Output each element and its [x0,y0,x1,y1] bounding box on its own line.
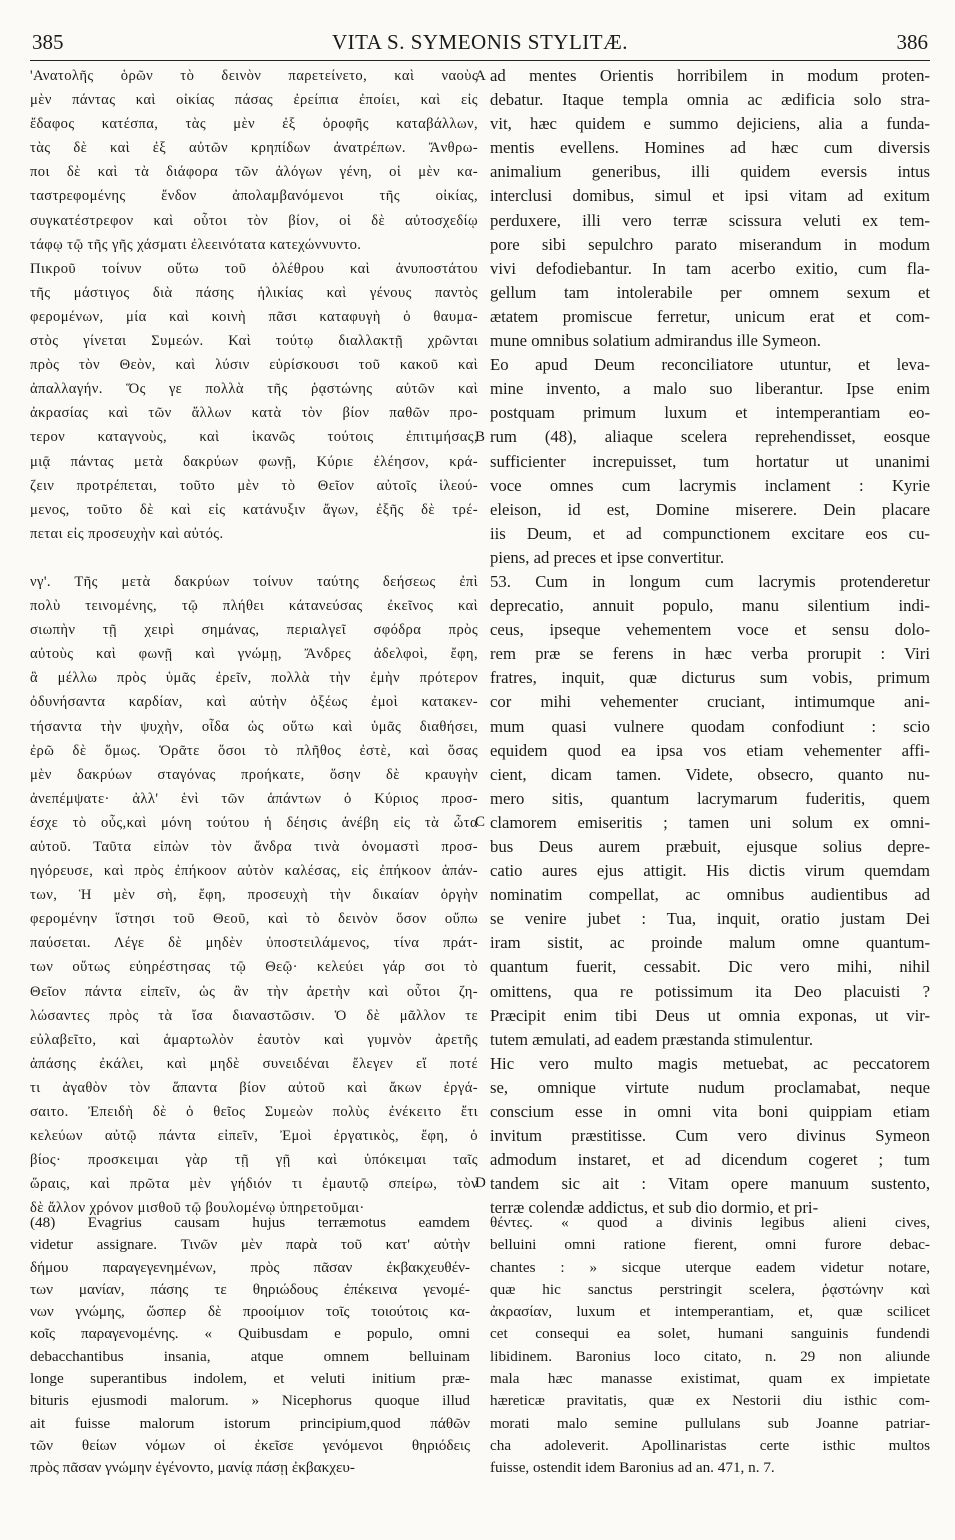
footnote-line: τῶν θείων νόμων οἱ ἐκεῖσε γενόμενοι θηριόδεις [30,1436,470,1454]
latin-text-line: se venire jubet : Tua, inquit, oratio justam Dei [490,909,930,929]
latin-text-line: pore sibi sepulchro parato miserandum in modum [490,234,930,254]
greek-text-line: ὥραις, καὶ πρῶτα μὲν γήδιόν τι ἐμαυτῷ σπείρω, τὸν [30,1176,478,1193]
greek-text-line: τερον καταγνοὺς, καὶ ἱκανῶς τούτοις ἐπιτιμήσας, [30,429,478,446]
footnote-line: hæreticæ pravitatis, quæ ex Nestorii diu isthic com- [490,1392,930,1410]
greek-text-line: εὐλαβεῖτο, καὶ ἁμαρτωλὸν ἑαυτὸν καὶ γυμνὸν ἀρετῆς [30,1031,478,1048]
latin-text-line: cient, dicam tamen. Videte, obsecro, quanto nu- [490,764,930,784]
greek-text-line: στὸς γίνεται Συμεών. Καὶ τούτῳ διαλλακτῇ χρῶνται [30,333,478,350]
page-header [30,24,930,61]
greek-text-line: των οὕτως εὐηρέστησας τῷ Θεῷ· κελεύει γάρ σοι τὸ [30,959,478,976]
greek-text-line: σαιτο. Ἐπειδὴ δὲ ὁ θεῖος Συμεὼν πολὺς ἐνέκειτο ἔτι [30,1104,478,1121]
latin-text-line: admodum instaret, et ad dicendum cogeret ; tum [490,1150,930,1170]
latin-text-line: vivi defodiebantur. In tam acerbo exitio, cum fla- [490,258,930,278]
footnote-left-column [30,1212,470,1480]
latin-text-line: postquam primum luxum et intemperantiam eo- [490,403,930,423]
latin-text-line: clamorem emiseritis ; tamen uni solum ex omni- [490,812,930,832]
marker-a: A [475,68,486,84]
greek-text-line [30,546,478,570]
latin-text-line: terræ colendæ addictus, et sub dio dormio, et pri- [490,1198,819,1218]
latin-text-line: conscium esse in omni vita boni quippiam etiam [490,1102,930,1122]
latin-text-line: ætatem promiscue ferretur, unicum erat et com- [490,306,930,326]
greek-text-line: Πικροῦ τοίνυν οὕτω τοῦ ὀλέθρου καὶ ἀνυποστάτου [30,260,478,277]
latin-text-line: interclusi domibus, simul et ipsi vitam ad exitum [490,186,930,206]
greek-text-line: ἀνεπέμψατε· ἀλλ' ἑνὶ τῶν ἁπάντων ὁ Κύριος προσ- [30,790,478,807]
latin-text-line: mine invento, a malo suo liberantur. Ipse enim [490,379,930,399]
footnote-line: των μανίαν, πάσης τε θηριώδους ἐπέκεινα γενομέ- [30,1280,470,1298]
latin-text-line: equidem quod ea ipsa vos etiam vehementer affi- [490,740,930,760]
greek-text-line: ζειν προτρέπεται, τοῦτο μὲν τὸ Θεῖον αὐτοῖς ἱλεού- [30,477,478,494]
footnote-line: videtur assignare. Τινῶν μὲν παρὰ τοῦ κατ' αὐτὴν [30,1236,470,1254]
footnote-line: debacchantibus insania, atque omnem belluinam [30,1347,470,1365]
latin-text-line: animalium generibus, illi quidem eversis intus [490,162,930,182]
footnote-line: δήμου παραγεγενημένων, πρὸς πᾶσαν ἐκβακχευθέν- [30,1258,470,1276]
marker-c: C [475,814,486,830]
greek-text-line: ηγόρευσε, καὶ πρὸς ἐπήκοον αὐτὸν καλέσας, εἰς ἐπήκοον ἁπάν- [30,863,478,880]
footnote-right-column [490,1212,930,1480]
latin-text-line: Hic vero multo magis metuebat, ac peccatorem [490,1053,930,1073]
footnote-line: morati malo semine pullulans sub Joanne patriar- [490,1414,930,1432]
latin-text-line: mero sitis, quantum lacrymarum fuderitis, quem [490,788,930,808]
greek-text-line: ταστρεφομένης ἔνδον ἀπολαμβανόμενοι τῆς οἰκίας, [30,188,478,205]
footnote-line: ait fuisse malorum istorum principium,quod πάθῶν [30,1414,470,1432]
greek-text-line: τῆς μάστιγος διὰ πάσης ἡλικίας καὶ γένους παντὸς [30,284,478,301]
footnote-line: κοῖς παραγενομένης. « Quibusdam e populo, omni [30,1325,470,1343]
greek-text-line: αὐτοῦ. Ταῦτα εἰπὼν τὸν ἄνδρα τινὰ ὀνομαστὶ προσ- [30,839,478,855]
footnote-line: νων γνώμης, ὥσπερ δὲ προοίμιον τοῖς τοιούτοις κα- [30,1303,470,1321]
greek-text-line: τάφῳ τῷ τῆς γῆς χάσματι ἐλεεινότατα κατεχώννυντο. [30,236,362,253]
greek-text-line: ἔδαφος κατέσπα, τὰς μὲν ἐξ ὀροφῆς καταβάλλων, [30,116,478,133]
greek-text-line: ποι δὲ καὶ τὰ διάφορα τῶν ἀλόγων γένη, οἱ μὲν κα- [30,164,478,181]
greek-text-line: των, Ἡ μὲν σὴ, ἔφη, προσευχὴ τὴν δικαίαν ὀργὴν [30,887,478,904]
footnote-line: fuisse, ostendit idem Baronius ad an. 471, n. 7. [490,1459,775,1477]
greek-text-line: ἁπάσης ἐκάλει, καὶ μηδὲ συνειδέναι ἔλεγεν εἴ ποτέ [30,1055,478,1072]
greek-text-line: ἀκρασίας καὶ τῶν ἄλλων κατὰ τὸν βίον παθῶν προ- [30,405,478,422]
running-title: VITA S. SYMEONIS STYLITÆ. [331,30,629,54]
latin-text-line: mentis evellens. Homines ad hæc cum diversis [490,138,930,158]
left-page-number: 385 [32,30,64,54]
latin-text-line: cor mihi vehementer cruciant, intimumque ani- [490,692,930,712]
latin-text-line: 53. Cum in longum cum lacrymis protenderetur [490,571,930,591]
latin-text-line: rem præ se ferens in hæc verba prorupit : Viri [490,644,930,664]
greek-text-line: βίος· προσκειμαι γὰρ τῇ γῇ καὶ ὑπόκειμαι ταῖς [30,1152,478,1169]
latin-text-line: Præcipit enim tibi Deus ut omnia exponas, ut vir- [490,1005,930,1025]
latin-text-line: iram sistit, ac proinde malum omne quantum- [490,933,930,953]
greek-text-line: μὲν δακρύων σταγόνας προήκατε, ὅσην δὲ κραυγὴν [30,766,478,783]
greek-text-line: ἃ μέλλω πρὸς ὑμᾶς ἐρεῖν, πολλὰ τὴν ἐμὴν πρότερον [30,670,478,687]
footnote-line: (48) Evagrius causam hujus terræmotus eamdem [30,1214,470,1231]
latin-text-line: Eo apud Deum reconciliatore utuntur, et leva- [490,355,930,375]
latin-text-line: tandem sic ait : Vitam opere manuum sustento, [490,1174,930,1194]
latin-text-line: voce omnes cum lacrymis inclament : Kyrie [490,475,930,495]
greek-text-line: φερομένων, μία καὶ κοινὴ πᾶσι καταφυγὴ ὁ θαυμα- [30,308,478,325]
greek-text-line: λώσαντες πρὸς τὰ ἴσα διαναστῶσιν. Ὁ δὲ μᾶλλον τε [30,1007,478,1024]
greek-text-line: παύσεται. Λέγε δὲ μηδὲν ὑποστειλάμενος, τίνα πράτ- [30,935,478,952]
latin-text-line: iis Deum, et ad compunctionem excitare eos cu- [490,523,930,543]
greek-text-line: 'Ανατολῆς ὁρῶν τὸ δεινὸν παρετείνετο, καὶ ναοὺς [30,68,478,84]
footnote-line: longe superantibus indolem, et veluti initium præ- [30,1370,470,1388]
footnote-line: libidinem. Baronius loco citato, n. 29 non aliunde [490,1347,930,1365]
latin-text-line: mum quasi vulnere quodam confodiunt : scio [490,716,930,736]
latin-text-line: se, omnique virtute nudum proclamabat, neque [490,1077,930,1097]
latin-text-line: tutem æmulati, ad eadem præstanda stimulentur. [490,1029,814,1049]
marker-b: B [475,429,486,445]
latin-text-line: rum (48), aliaque scelera reprehendisset, eosque [490,427,930,447]
latin-text-line: perduxere, illi vero terræ scissura veluti ex tem- [490,210,930,230]
latin-text-line: sufficienter increpuisset, tum hortatur ut unanimi [490,451,930,471]
footnote-line: πρὸς πᾶσαν γνώμην ἐγένοντο, μανίᾳ πάσῃ ἐκβακχευ- [30,1459,355,1477]
greek-text-line: πρὸς τὸν Θεὸν, καὶ λύσιν εὑρίσκουσι τοῦ κακοῦ καὶ [30,357,478,374]
greek-text-line: συγκατέστρεφον καὶ οὗτοι τὸν βίον, οἱ δὲ αὐτοσχεδίῳ [30,212,478,229]
greek-text-line: φερομένην ἵστησι τοῦ Θεοῦ, καὶ τὸ δεινὸν ὅσον οὔπω [30,911,478,928]
latin-text-line: gellum tam intolerabile per omnem sexum et [490,282,930,302]
latin-text-line: fratres, inquit, quæ dicturus sum vobis, primum [490,668,930,688]
greek-text-line: τήσαντα τὴν ψυχὴν, οἶδα ὡς οὕτω καὶ ὑμᾶς διαθήσει, [30,718,478,735]
footnote-line: cha adoleverit. Apollinaristas certe isthic multos [490,1436,930,1454]
latin-text-line: omittens, qua re potissimum ita Deo placuisti ? [490,981,930,1001]
greek-text-line: νγ'. Τῆς μετὰ δακρύων τοίνυν ταύτης δεήσεως ἐπὶ [30,573,478,590]
latin-text-line: invitum præstitisse. Cum vero divinus Symeon [490,1126,930,1146]
greek-column [30,64,478,1221]
greek-text-line: τὰς δὲ καὶ ἐξ αὐτῶν κρηπίδων ἀνατρέπων. Ἄνθρω- [30,140,478,157]
greek-text-line: ἐρῶ δὲ ὅμως. Ὁρᾶτε ὅσοι τὸ πλῆθος ἐστὲ, καὶ ὅσας [30,742,478,759]
latin-text-line: quantum fuerit, cessabit. Dic vero mihi, nihil [490,957,930,977]
latin-text-line: ad mentes Orientis horribilem in modum proten- [490,66,930,85]
greek-text-line: αὐτοὺς καὶ φωνῇ καὶ γνώμῃ, Ἄνδρες ἀδελφοὶ, ἔφη, [30,646,478,663]
greek-text-line: ὀδυνήσαντα καρδίαν, καὶ αὐτὴν ὀξέως ἐμοὶ κατακεν- [30,694,478,711]
footnote-line: belluini omni ratione fierent, omni furore debac- [490,1236,930,1254]
greek-text-line: έσχε τὸ οὖς,καὶ μόνη τούτου ἡ δέησις ἀνέβη εἰς τὰ ὦτα [30,814,478,831]
footnote-line: cet consequi ea solet, humani sanguinis fundendi [490,1325,930,1343]
footnote-line: θέντες. « quod a divinis legibus alieni cives, [490,1214,930,1231]
greek-text-line: ἀπαλλαγήν. Ὅς γε πολλὰ τῆς ῥᾳστώνης αὐτῶν καὶ [30,381,478,398]
latin-text-line: debatur. Itaque templa omnia ac ædificia solo stra- [490,90,930,110]
footnote-line: ἀκρασίαν, luxum et intemperantiam, et, quæ scilicet [490,1303,930,1321]
greek-text-line: μιᾷ πάντας μετὰ δακρύων φωνῇ, Κύριε ἐλέησον, κρά- [30,453,478,470]
latin-text-line: catio aures ejus attigit. His dictis virum quemdam [490,861,930,881]
greek-text-line: μενος, τοῦτο δὲ καὶ εἰς κατάνυξιν ἄγων, ἐξῆς δὲ τρέ- [30,501,478,518]
latin-text-line: mune omnibus solatium admirandus ille Symeon. [490,331,821,351]
latin-column [490,64,930,1221]
latin-text-line: bus Deus aurem præbuit, ejusque solius depre- [490,837,930,856]
footnote-line: chantes : » sicque uterque eadem videtur notare, [490,1258,930,1276]
greek-text-line: κελεύων αὐτῷ πάντα εἰπεῖν, Ἐμοὶ ἐργατικὸς, ἔφη, ὁ [30,1128,478,1145]
right-page-number: 386 [896,30,928,54]
latin-text-line: eleison, id est, Domine miserere. Dein placare [490,499,930,519]
latin-text-line: deprecatio, annuit populo, manu silentium indi- [490,596,930,616]
latin-text-line: piens, ad preces et ipse convertitur. [490,547,725,567]
greek-text-line: σιωπὴν τῇ χειρὶ σημάνας, περιαλγεῖ σφόδρα πρὸς [30,622,478,639]
greek-text-line: πολὺ τεινομένης, τῷ πλήθει κάτανεύσας ἐκεῖνος καὶ [30,598,478,615]
greek-text-line: πεται εἰς προσευχὴν καὶ αὐτός. [30,525,224,542]
latin-text-line: vit, hæc quidem e summo dejiciens, alia a funda- [490,114,930,134]
marker-d: D [475,1175,486,1191]
footnote-line: bituris ejusmodi malorum. » Nicephorus quoque illud [30,1392,470,1410]
greek-text-line: μὲν πάντας καὶ οἰκίας πάσας ἐρείπια ἐποίει, καὶ εἰς [30,92,478,109]
footnote-line: quæ hic sanctus perstringit scelera, ῥᾳστώνην καὶ [490,1280,930,1298]
greek-text-line: Θεῖον πάντα εἰπεῖν, ὡς ἂν τὴν ἀρετὴν καὶ οὗτοι ζη- [30,983,478,1000]
greek-text-line: δὲ ἄλλον χρόνον μισθοῦ τῷ βουλομένῳ ὑπηρετοῦμαι· [30,1200,365,1217]
footnote-line: mala hæc manasse existimat, quam ex impietate [490,1370,930,1388]
greek-text-line: τι ἀγαθὸν τὸν ἅπαντα βίον αὐτοῦ καὶ ἄκων ἐργά- [30,1079,478,1096]
latin-text-line: nominatim compellat, ac omnibus audientibus ad [490,885,930,905]
latin-text-line: ceus, ipseque vehementem voce et sensu dolo- [490,620,930,640]
